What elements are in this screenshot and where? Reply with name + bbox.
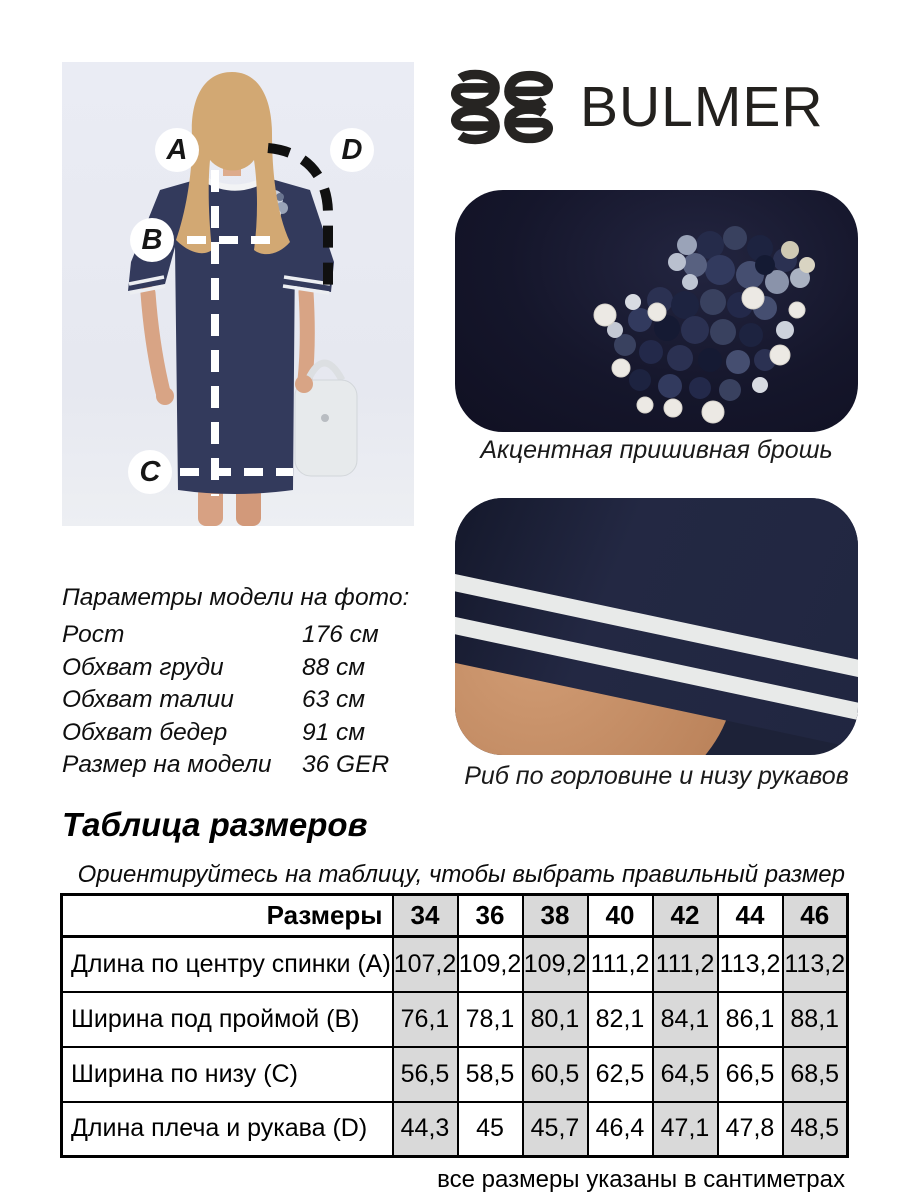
table-row — [62, 1102, 848, 1157]
size-value: 78,1 — [458, 992, 523, 1047]
measure-label-c: C — [139, 455, 161, 488]
param-value: 63 см — [302, 686, 366, 714]
param-row — [62, 652, 422, 685]
brand-monogram-icon — [450, 67, 554, 147]
size-value: 76,1 — [393, 992, 458, 1047]
size-col-header: 42 — [653, 895, 718, 937]
param-value: 88 см — [302, 653, 366, 681]
param-value: 36 GER — [302, 751, 390, 779]
size-value: 111,2 — [653, 937, 718, 992]
row-label: Ширина под проймой (B) — [62, 992, 393, 1047]
size-value: 109,2 — [458, 937, 523, 992]
model-params — [62, 584, 422, 782]
size-value: 44,3 — [393, 1102, 458, 1157]
size-value: 80,1 — [523, 992, 588, 1047]
size-col-header: 46 — [783, 895, 848, 937]
size-value: 111,2 — [588, 937, 653, 992]
brand-logo — [450, 66, 860, 148]
measure-badge-b — [130, 218, 174, 262]
size-col-header: 44 — [718, 895, 783, 937]
param-value: 176 см — [302, 621, 379, 648]
size-value: 47,8 — [718, 1102, 783, 1157]
measure-badge-d — [330, 128, 374, 172]
brand-name: BULMER — [580, 74, 824, 139]
param-label: Обхват груди — [62, 653, 224, 681]
size-table-subtitle: Ориентируйтесь на таблицу, чтобы выбрать правильный размер — [77, 861, 845, 888]
size-value: 56,5 — [393, 1047, 458, 1102]
brooch-illustration — [455, 190, 858, 432]
size-value: 58,5 — [458, 1047, 523, 1102]
param-row — [62, 619, 422, 652]
size-col-header: 34 — [393, 895, 458, 937]
param-row — [62, 749, 422, 782]
param-label: Обхват бедер — [62, 718, 228, 746]
size-value: 66,5 — [718, 1047, 783, 1102]
sleeve-caption: Риб по горловине и низу рукавов — [464, 762, 849, 790]
size-value: 46,4 — [588, 1102, 653, 1157]
size-value: 109,2 — [523, 937, 588, 992]
size-value: 45 — [458, 1102, 523, 1157]
size-col-header: 40 — [588, 895, 653, 937]
sleeve-photo — [455, 498, 858, 755]
size-value: 107,2 — [393, 937, 458, 992]
measure-label-a: A — [166, 133, 188, 166]
table-row — [62, 937, 848, 992]
table-row — [62, 1047, 848, 1102]
measure-badge-a — [155, 128, 199, 172]
size-value: 48,5 — [783, 1102, 848, 1157]
param-row — [62, 717, 422, 750]
size-value: 84,1 — [653, 992, 718, 1047]
size-value: 113,2 — [718, 937, 783, 992]
size-value: 47,1 — [653, 1102, 718, 1157]
row-label: Длина по центру спинки (A) — [62, 937, 393, 992]
param-label: Рост — [62, 621, 125, 648]
size-value: 60,5 — [523, 1047, 588, 1102]
param-label: Обхват талии — [62, 686, 234, 714]
size-value: 88,1 — [783, 992, 848, 1047]
size-value: 68,5 — [783, 1047, 848, 1102]
param-value: 91 см — [302, 718, 366, 746]
row-label: Длина плеча и рукава (D) — [62, 1102, 393, 1157]
size-table — [60, 893, 849, 1158]
size-table-header-label: Размеры — [62, 895, 393, 937]
param-label: Размер на модели — [62, 751, 272, 779]
row-label: Ширина по низу (C) — [62, 1047, 393, 1102]
size-col-header: 36 — [458, 895, 523, 937]
model-photo — [62, 62, 414, 526]
size-value: 86,1 — [718, 992, 783, 1047]
size-value: 45,7 — [523, 1102, 588, 1157]
size-value: 113,2 — [783, 937, 848, 992]
measure-label-b: B — [141, 223, 163, 256]
size-table-footnote: все размеры указаны в сантиметрах — [437, 1166, 845, 1193]
measure-label-d: D — [341, 133, 363, 166]
measure-badge-c — [128, 450, 172, 494]
brooch-photo — [455, 190, 858, 432]
params-title: Параметры модели на фото: — [62, 584, 410, 611]
table-row — [62, 992, 848, 1047]
size-value: 82,1 — [588, 992, 653, 1047]
param-row — [62, 684, 422, 717]
size-value: 64,5 — [653, 1047, 718, 1102]
size-col-header: 38 — [523, 895, 588, 937]
size-table-title: Таблица размеров — [62, 806, 368, 843]
brooch-caption: Акцентная пришивная брошь — [480, 436, 833, 464]
size-value: 62,5 — [588, 1047, 653, 1102]
